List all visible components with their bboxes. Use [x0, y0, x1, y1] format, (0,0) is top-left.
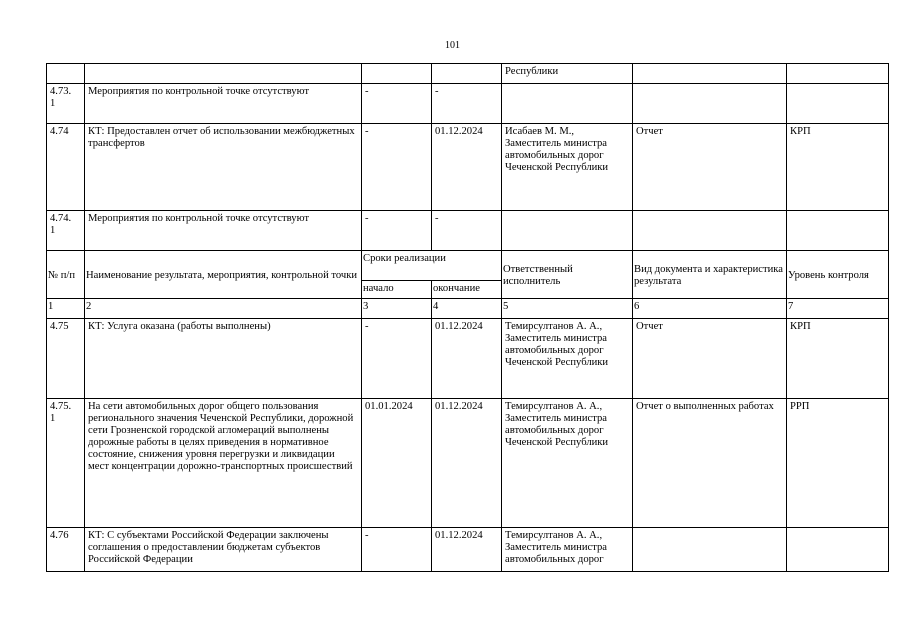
cell-num: 4.75. 1 [47, 399, 85, 528]
colnum-6: 6 [633, 299, 787, 319]
cell-num: 4.74 [47, 124, 85, 211]
header-level: Уровень контроля [787, 251, 889, 299]
header-name: Наименование результата, мероприятия, контрольной точки [85, 251, 362, 299]
table-row [47, 211, 889, 251]
cell-start [362, 64, 432, 84]
cell-num [47, 64, 85, 84]
cell-end: - [432, 84, 502, 124]
cell-doc: Отчет о выполненных работах [633, 399, 787, 528]
table-row [47, 319, 889, 399]
colnum-4: 4 [432, 299, 502, 319]
header-doc: Вид документа и характеристика результата [633, 251, 787, 299]
cell-num: 4.76 [47, 528, 85, 572]
colnum-7: 7 [787, 299, 889, 319]
table-row [47, 528, 889, 572]
cell-executor [502, 211, 633, 251]
cell-name: Мероприятия по контрольной точке отсутствуют [85, 84, 362, 124]
header-start: начало [362, 281, 432, 299]
table-body-bottom [47, 319, 889, 572]
colnum-1: 1 [47, 299, 85, 319]
cell-name: На сети автомобильных дорог общего пользования регионального значения Чеченской Республики, дорожной сети Грозненской городской агломераций выполнены дорожные работы в целях приведения в нормативное состояние, снижения уровня перегрузки и ликвидации мест концентрации дорожно-транспортных происшествий [85, 399, 362, 528]
cell-executor: Темирсултанов А. А., Заместитель министра автомобильных дорог Чеченской Республики [502, 399, 633, 528]
header-num: № п/п [47, 251, 85, 299]
colnum-5: 5 [502, 299, 633, 319]
cell-level: РРП [787, 399, 889, 528]
table-row [47, 124, 889, 211]
cell-end: 01.12.2024 [432, 319, 502, 399]
cell-level [787, 528, 889, 572]
cell-doc: Отчет [633, 319, 787, 399]
cell-level: КРП [787, 124, 889, 211]
cell-executor [502, 84, 633, 124]
table-row [47, 64, 889, 84]
colnum-3: 3 [362, 299, 432, 319]
cell-level: КРП [787, 319, 889, 399]
page-number: 101 [445, 40, 460, 51]
cell-start: - [362, 84, 432, 124]
cell-doc [633, 64, 787, 84]
header-executor: Ответственный исполнитель [502, 251, 633, 299]
cell-level [787, 84, 889, 124]
results-table [46, 63, 889, 572]
cell-end: - [432, 211, 502, 251]
cell-executor: Темирсултанов А. А., Заместитель министра автомобильных дорог [502, 528, 633, 572]
cell-doc: Отчет [633, 124, 787, 211]
cell-end: 01.12.2024 [432, 528, 502, 572]
cell-name [85, 64, 362, 84]
cell-doc [633, 84, 787, 124]
cell-start: - [362, 124, 432, 211]
cell-name: Мероприятия по контрольной точке отсутствуют [85, 211, 362, 251]
cell-level [787, 64, 889, 84]
header-end: окончание [432, 281, 502, 299]
cell-start: - [362, 211, 432, 251]
cell-executor: Исабаев М. М., Заместитель министра автомобильных дорог Чеченской Республики [502, 124, 633, 211]
cell-executor: Темирсултанов А. А., Заместитель министра автомобильных дорог Чеченской Республики [502, 319, 633, 399]
cell-name: КТ: Предоставлен отчет об использовании межбюджетных трансфертов [85, 124, 362, 211]
cell-doc [633, 211, 787, 251]
header-period: Сроки реализации [362, 251, 502, 281]
cell-executor: Республики [502, 64, 633, 84]
table-header [47, 251, 889, 319]
cell-num: 4.73. 1 [47, 84, 85, 124]
cell-end [432, 64, 502, 84]
table-row [47, 399, 889, 528]
cell-num: 4.74. 1 [47, 211, 85, 251]
cell-end: 01.12.2024 [432, 124, 502, 211]
table-row [47, 84, 889, 124]
cell-start: - [362, 319, 432, 399]
table-body-top [47, 64, 889, 251]
colnum-2: 2 [85, 299, 362, 319]
cell-doc [633, 528, 787, 572]
cell-end: 01.12.2024 [432, 399, 502, 528]
cell-num: 4.75 [47, 319, 85, 399]
cell-start: 01.01.2024 [362, 399, 432, 528]
cell-level [787, 211, 889, 251]
cell-name: КТ: С субъектами Российской Федерации заключены соглашения о предоставлении бюджетам субъектов Российской Федерации [85, 528, 362, 572]
cell-name: КТ: Услуга оказана (работы выполнены) [85, 319, 362, 399]
cell-start: - [362, 528, 432, 572]
